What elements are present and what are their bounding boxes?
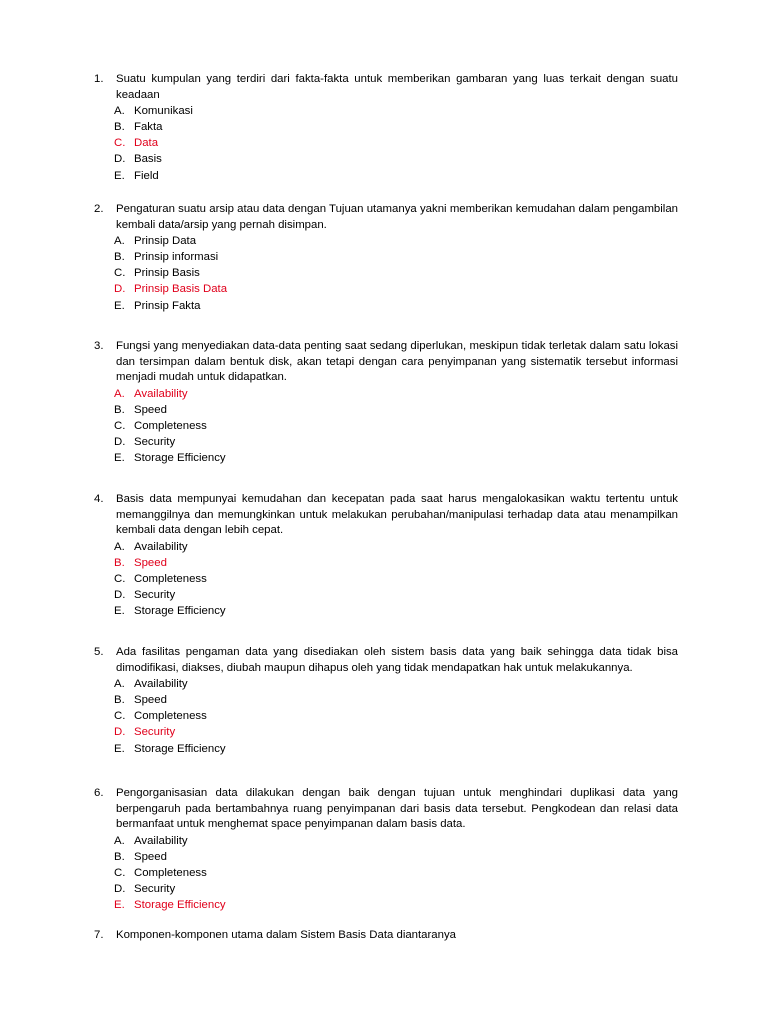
question-number: 7.	[94, 929, 104, 941]
option-d: D. Security	[114, 436, 176, 449]
option-e: E. Storage Efficiency	[114, 452, 226, 465]
option-c: C. Completeness	[114, 710, 207, 723]
option-b: B. Speed	[114, 850, 167, 863]
option-b: B. Fakta	[114, 121, 163, 134]
option-list	[114, 234, 678, 314]
option-a: A. Availability	[114, 387, 188, 400]
option-list	[114, 677, 678, 757]
question-number: 5.	[94, 646, 104, 658]
question-4	[94, 492, 678, 620]
question-number: 1.	[94, 73, 104, 85]
question-6	[94, 786, 678, 914]
option-b: B. Prinsip informasi	[114, 251, 219, 264]
option-d: D. Security	[114, 589, 176, 602]
question-text: Pengaturan suatu arsip atau data dengan Tujuan utamanya yakni memberikan kemudahan dalam pengambilan kembali data/arsip yang pernah disimpan.	[116, 203, 678, 231]
question-number: 2.	[94, 203, 104, 215]
option-list	[114, 834, 678, 914]
option-e: E. Storage Efficiency	[114, 742, 226, 755]
option-list	[114, 540, 678, 620]
question-number: 3.	[94, 340, 104, 352]
option-d: D. Security	[114, 883, 176, 896]
option-b: B. Speed	[114, 556, 167, 569]
option-a: A. Availability	[114, 678, 188, 691]
question-text: Fungsi yang menyediakan data-data penting saat sedang diperlukan, meskipun tidak terletak dalam satu lokasi dan tersimpan dalam bentuk disk, akan tetapi dengan cara penyimpanan yang sistematik tersebut informasi menjadi mudah untuk didapatkan.	[116, 340, 678, 384]
question-text: Suatu kumpulan yang terdiri dari fakta-fakta untuk memberikan gambaran yang luas terkait dengan suatu keadaan	[116, 73, 678, 101]
option-e: E. Prinsip Fakta	[114, 299, 201, 312]
question-text: Pengorganisasian data dilakukan dengan baik dengan tujuan untuk menghindari duplikasi data yang berpengaruh pada bertambahnya ruang penyimpanan dari basis data tersebut. Pengkodean dan relasi data bermanfaat untuk menghemat space penyimpanan dalam basis data.	[116, 787, 678, 831]
question-5	[94, 645, 678, 758]
option-e: E. Storage Efficiency	[114, 605, 226, 618]
option-a: A. Availability	[114, 834, 188, 847]
option-a: A. Prinsip Data	[114, 235, 197, 248]
question-number: 6.	[94, 787, 104, 799]
option-list	[114, 387, 678, 467]
option-c: C. Completeness	[114, 419, 207, 432]
option-a: A. Availability	[114, 540, 188, 553]
question-text: Ada fasilitas pengaman data yang disediakan oleh sistem basis data yang baik sehingga data tidak bisa dimodifikasi, diakses, diubah maupun dihapus oleh yang tidak mendapatkan hak untuk melakukannya.	[116, 646, 678, 674]
option-a: A. Komunikasi	[114, 105, 193, 118]
option-c: C. Prinsip Basis	[114, 267, 200, 280]
option-b: B. Speed	[114, 403, 167, 416]
question-1	[94, 72, 678, 185]
question-7	[94, 928, 678, 944]
option-b: B. Speed	[114, 694, 167, 707]
question-text: Komponen-komponen utama dalam Sistem Basis Data diantaranya	[116, 929, 457, 941]
option-c: C. Data	[114, 137, 159, 150]
question-text: Basis data mempunyai kemudahan dan kecepatan pada saat harus mengalokasikan waktu tertentu untuk memanggilnya dan memungkinkan untuk melakukan perubahan/manipulasi terhadap data atau menampilkan kembali data dengan lebih cepat.	[116, 493, 678, 537]
option-d: D. Basis	[114, 153, 162, 166]
option-d: D. Prinsip Basis Data	[114, 283, 228, 296]
option-c: C. Completeness	[114, 572, 207, 585]
option-e: E. Storage Efficiency	[114, 899, 226, 912]
option-d: D. Security	[114, 726, 176, 739]
option-list	[114, 104, 678, 184]
option-c: C. Completeness	[114, 866, 207, 879]
question-2	[94, 202, 678, 315]
question-number: 4.	[94, 493, 104, 505]
option-e: E. Field	[114, 169, 159, 182]
question-3	[94, 339, 678, 467]
